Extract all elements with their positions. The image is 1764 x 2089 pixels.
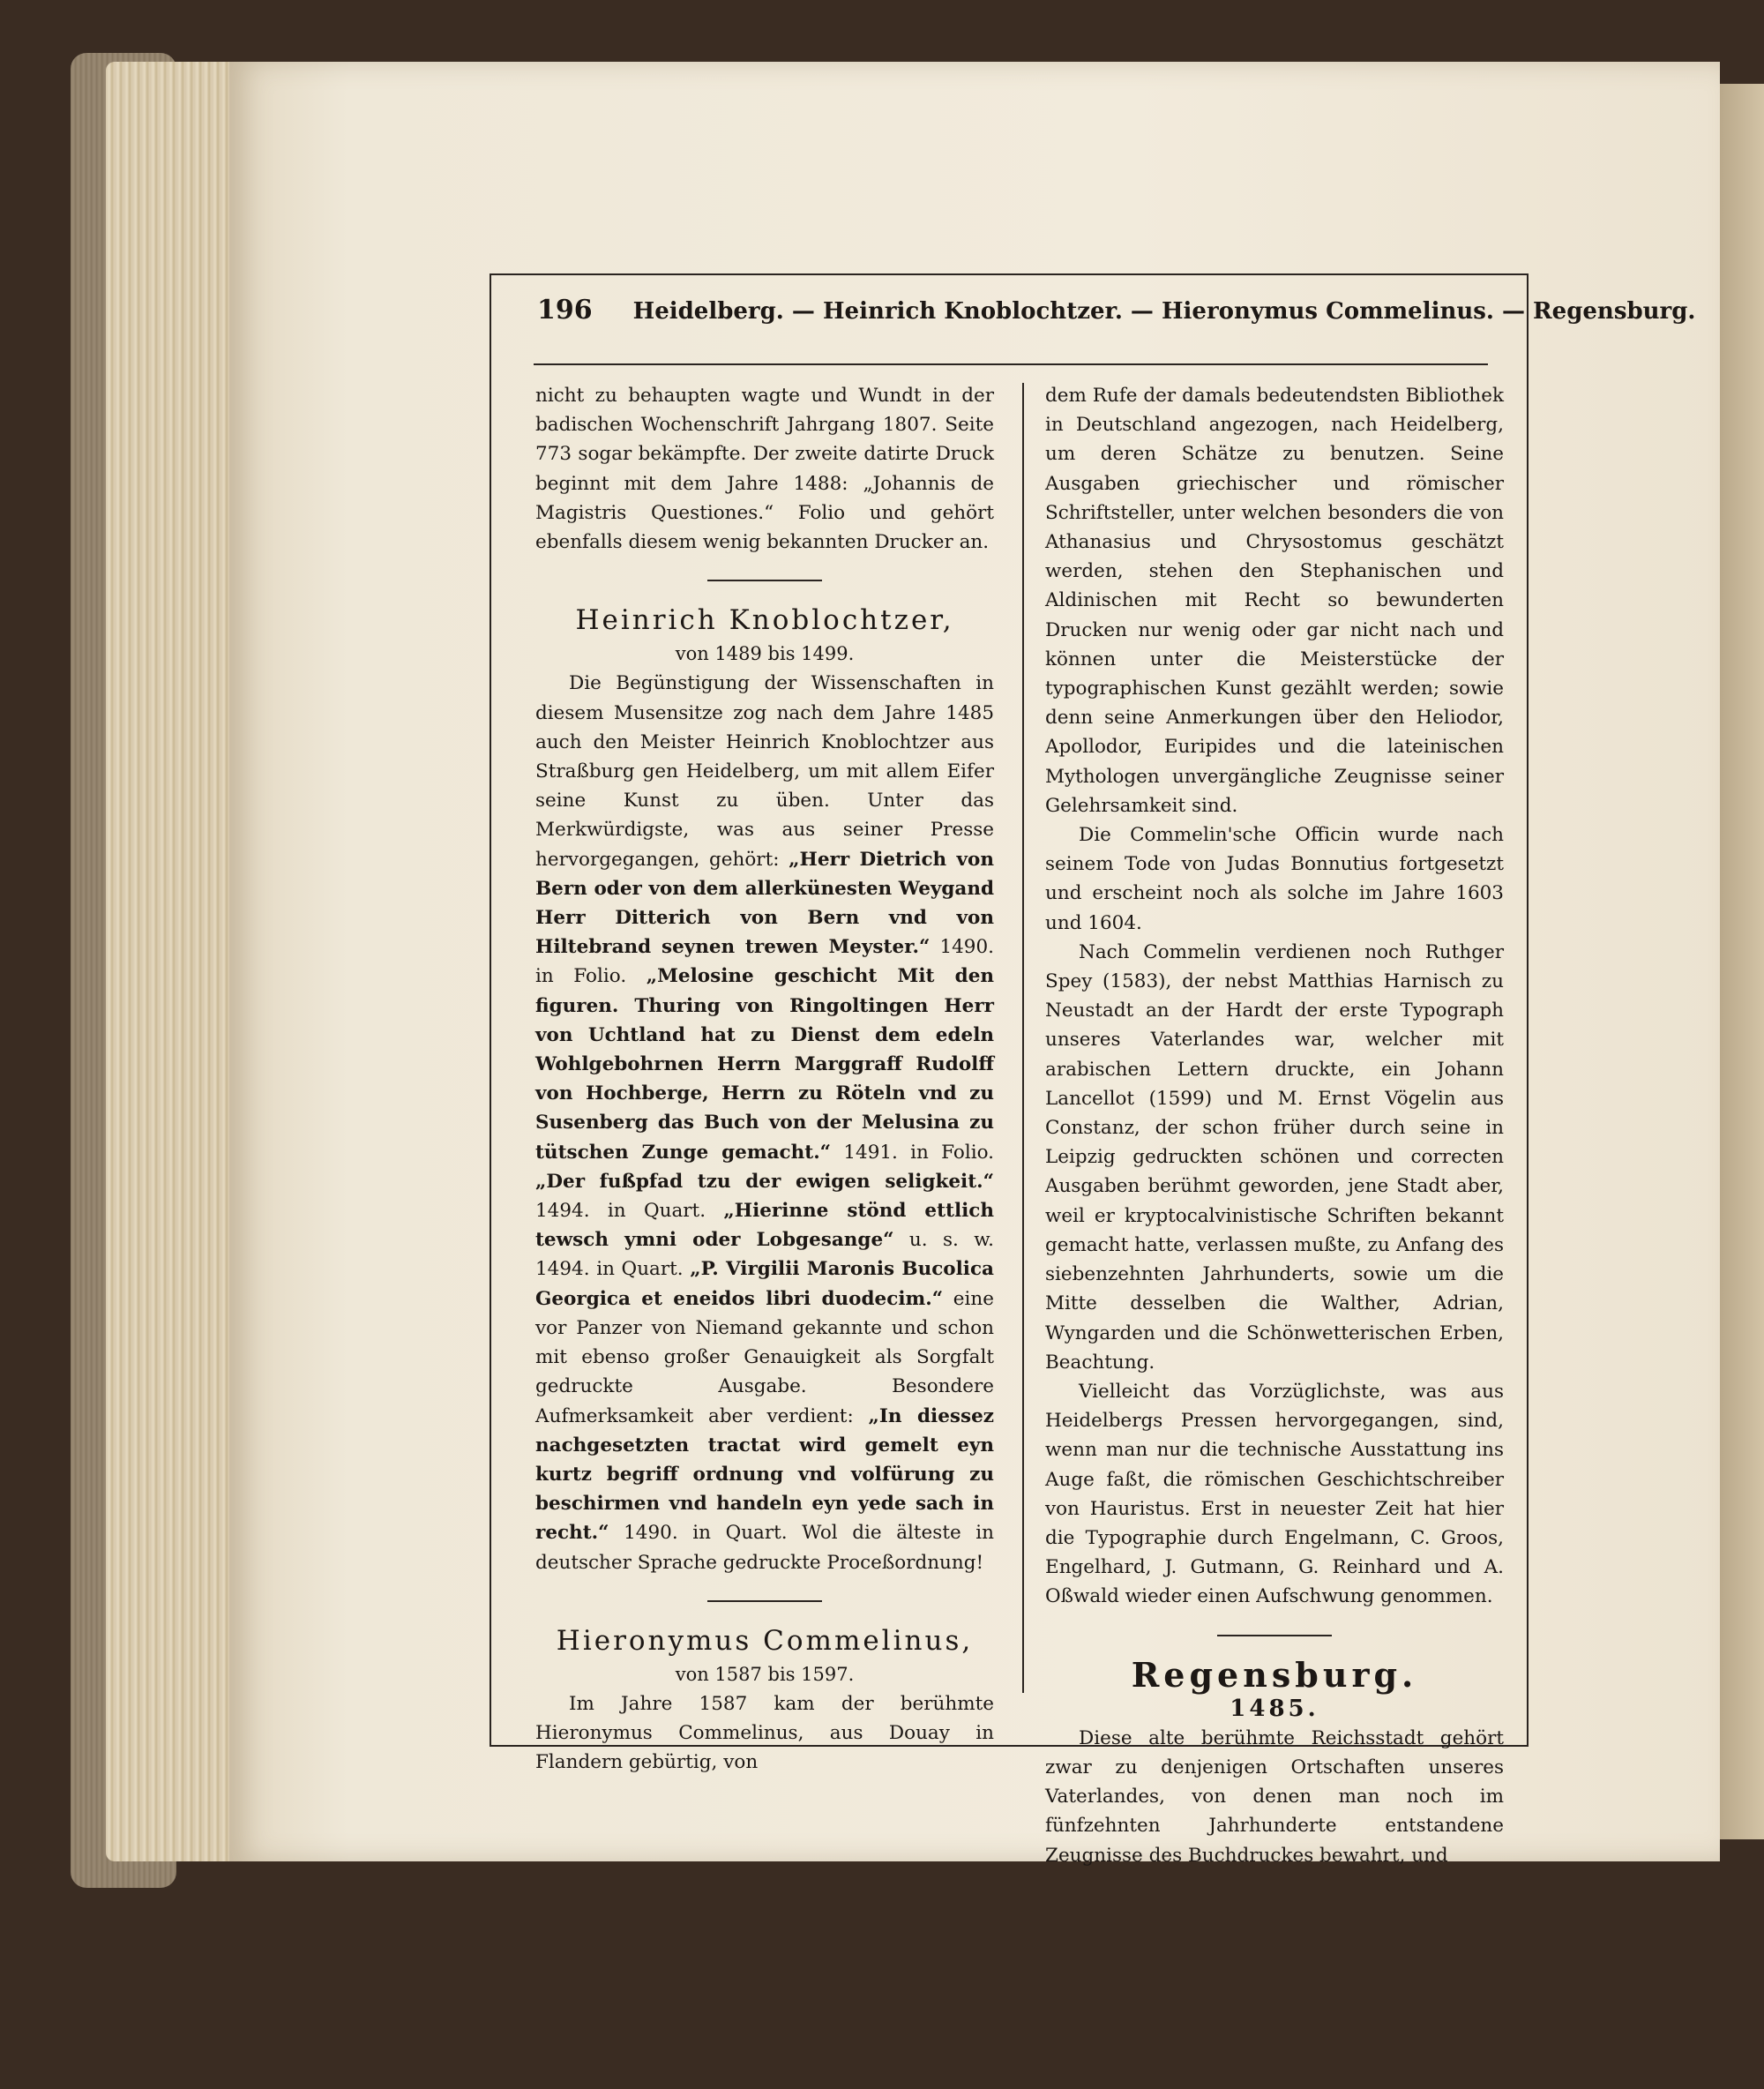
book-title-quote: „Melosine geschicht Mit den figuren. Thuring von Ringoltingen Herr von Uchtland hat zu Dienst dem edeln Wohlgebohrnen Herrn Marggraff Rudolff von Hochberge, Herrn zu Röteln vnd zu Susenberg das Buch von der Melusina zu tütschen Zunge gemacht.“ xyxy=(535,965,995,1164)
section-dates-commelinus: von 1587 bis 1597. xyxy=(675,1663,855,1685)
facing-page-edge xyxy=(1720,84,1764,1839)
right-column xyxy=(1045,381,1504,1870)
section-divider xyxy=(707,580,822,581)
page-number: 196 xyxy=(537,295,593,326)
section-heading-regensburg: Regensburg. xyxy=(1131,1654,1418,1695)
paragraph: Nach Commelin verdienen noch Ruthger Spey (1583), der nebst Matthias Harnisch zu Neustadt an der Hardt der erste Typograph unseres Vaterlandes war, welcher mit arabischen Lettern druckte, ein Johann Lancellot (1599) und M. Ernst Vögelin aus Constanz, der schon früher durch seine in Leipzig gedruckten schönen und correcten Ausgaben berühmt geworden, jene Stadt aber, weil er kryptocalvinistische Schriften bekannt gemacht hatte, verlassen mußte, zu Anfang des siebenzehnten Jahrhunderts, sowie um die Mitte desselben die Walther, Adrian, Wyngarden und die Schönwetterischen Erben, Beachtung. xyxy=(1045,940,1504,1374)
text-run: 1490. in Quart. Wol die älteste in deutscher Sprache gedruckte Proceßordnung! xyxy=(535,1522,994,1574)
book-title-quote: „P. Virgilii Maronis Bucolica Georgica et eneidos libri duodecim.“ xyxy=(535,1258,994,1310)
text-run: u. s. w. 1494. in Quart. xyxy=(535,1229,994,1281)
section-divider xyxy=(1217,1635,1332,1636)
section-heading-knoblochtzer: Heinrich Knoblochtzer, xyxy=(575,604,954,637)
header-rule xyxy=(534,363,1488,365)
section-heading-commelinus: Hieronymus Commelinus, xyxy=(556,1624,974,1657)
text-run: 1494. in Quart. xyxy=(535,1200,724,1223)
paragraph: dem Rufe der damals bedeutendsten Bibliothek in Deutschland angezogen, nach Heidelberg, um deren Schätze zu benutzen. Seine Ausgaben griechischer und römischer Schriftsteller, unter welchen besonders die von Athanasius und Chrysostomus geschätzt werden, stehen den Stephanischen und Aldinischen mit Recht so bewunderten Drucken nur wenig oder gar nicht nach und können unter die Meisterstücke der typographischen Kunst gezählt werden; sowie denn seine Anmerkungen über den Heliodor, Apollodor, Euripides und die lateinischen Mythologen unvergängliche Zeugnisse seiner Gelehrsamkeit sind. xyxy=(1045,385,1504,817)
section-dates-knoblochtzer: von 1489 bis 1499. xyxy=(675,643,855,665)
text-run: 1490. in Folio. xyxy=(535,936,994,988)
book-title-quote: „Der fußpfad tzu der ewigen seligkeit.“ xyxy=(535,1170,994,1193)
section-year-regensburg: 1485. xyxy=(1230,1695,1319,1722)
text-run: 1491. in Folio. xyxy=(831,1141,994,1164)
text-run: eine vor Panzer von Niemand gekannte und schon mit ebenso großer Genauigkeit als Sorgfalt gedruckte Ausgabe. Besondere Aufmerksamkeit aber verdient: xyxy=(535,1287,994,1427)
paragraph: Diese alte berühmte Reichsstadt gehört zwar zu denjenigen Ortschaften unseres Vaterlandes, von denen man noch im fünfzehnten Jahrhunderte entstandene Zeugnisse des Buchdruckes bewahrt, und xyxy=(1045,1726,1504,1867)
book-title-quote: „In diessez nachgesetzten tractat wird gemelt eyn kurtz begriff ordnung vnd volfürung zu beschirmen vnd handeln eyn yede sach in recht.“ xyxy=(535,1404,994,1545)
text-frame xyxy=(490,273,1696,1867)
book-title-quote: „Hierinne stönd ettlich tewsch ymni oder Lobgesange“ xyxy=(535,1200,995,1252)
section-divider xyxy=(707,1600,822,1602)
book-title-quote: „Herr Dietrich von Bern oder von dem allerkünesten Weygand Herr Ditterich von Bern vnd von Hiltebrand seynen trewen Meyster.“ xyxy=(535,848,994,959)
paragraph: Die Commelin'sche Officin wurde nach seinem Tode von Judas Bonnutius fortgesetzt und erscheint noch als solche im Jahre 1603 und 1604. xyxy=(1045,824,1504,934)
left-column xyxy=(535,381,994,1778)
running-header xyxy=(537,295,1696,348)
paragraph xyxy=(535,669,994,1576)
paragraph: Vielleicht das Vorzüglichste, was aus Heidelbergs Pressen hervorgegangen, sind, wenn man nur die technische Ausstattung ins Auge faßt, die römischen Geschichtschreiber von Hauristus. Erst in neuester Zeit hat hier die Typographie durch Engelmann, C. Groos, Engelhard, J. Gutmann, G. Reinhard und A. Oßwald wieder einen Aufschwung genommen. xyxy=(1045,1380,1504,1608)
running-title: Heidelberg. — Heinrich Knoblochtzer. — Hieronymus Commelinus. — Regensburg. xyxy=(632,298,1696,325)
paragraph: nicht zu behaupten wagte und Wundt in der badischen Wochenschrift Jahrgang 1807. Seite 773 sogar bekämpfte. Der zweite datirte Druck beginnt mit dem Jahre 1488: „Johannis de Magistris Questiones.“ Folio und gehört ebenfalls diesem wenig bekannten Drucker an. xyxy=(535,385,994,554)
paragraph: Im Jahre 1587 kam der berühmte Hieronymus Commelinus, aus Douay in Flandern gebürtig, von xyxy=(535,1692,994,1774)
text-run: Die Begünstigung der Wissenschaften in diesem Musensitze zog nach dem Jahre 1485 auch den Meister Heinrich Knoblochtzer aus Straßburg gen Heidelberg, um mit allem Eifer seine Kunst zu üben. Unter das Merkwürdigste, was aus seiner Presse hervorgegangen, gehört: xyxy=(535,672,994,871)
column-divider xyxy=(1022,383,1024,1693)
